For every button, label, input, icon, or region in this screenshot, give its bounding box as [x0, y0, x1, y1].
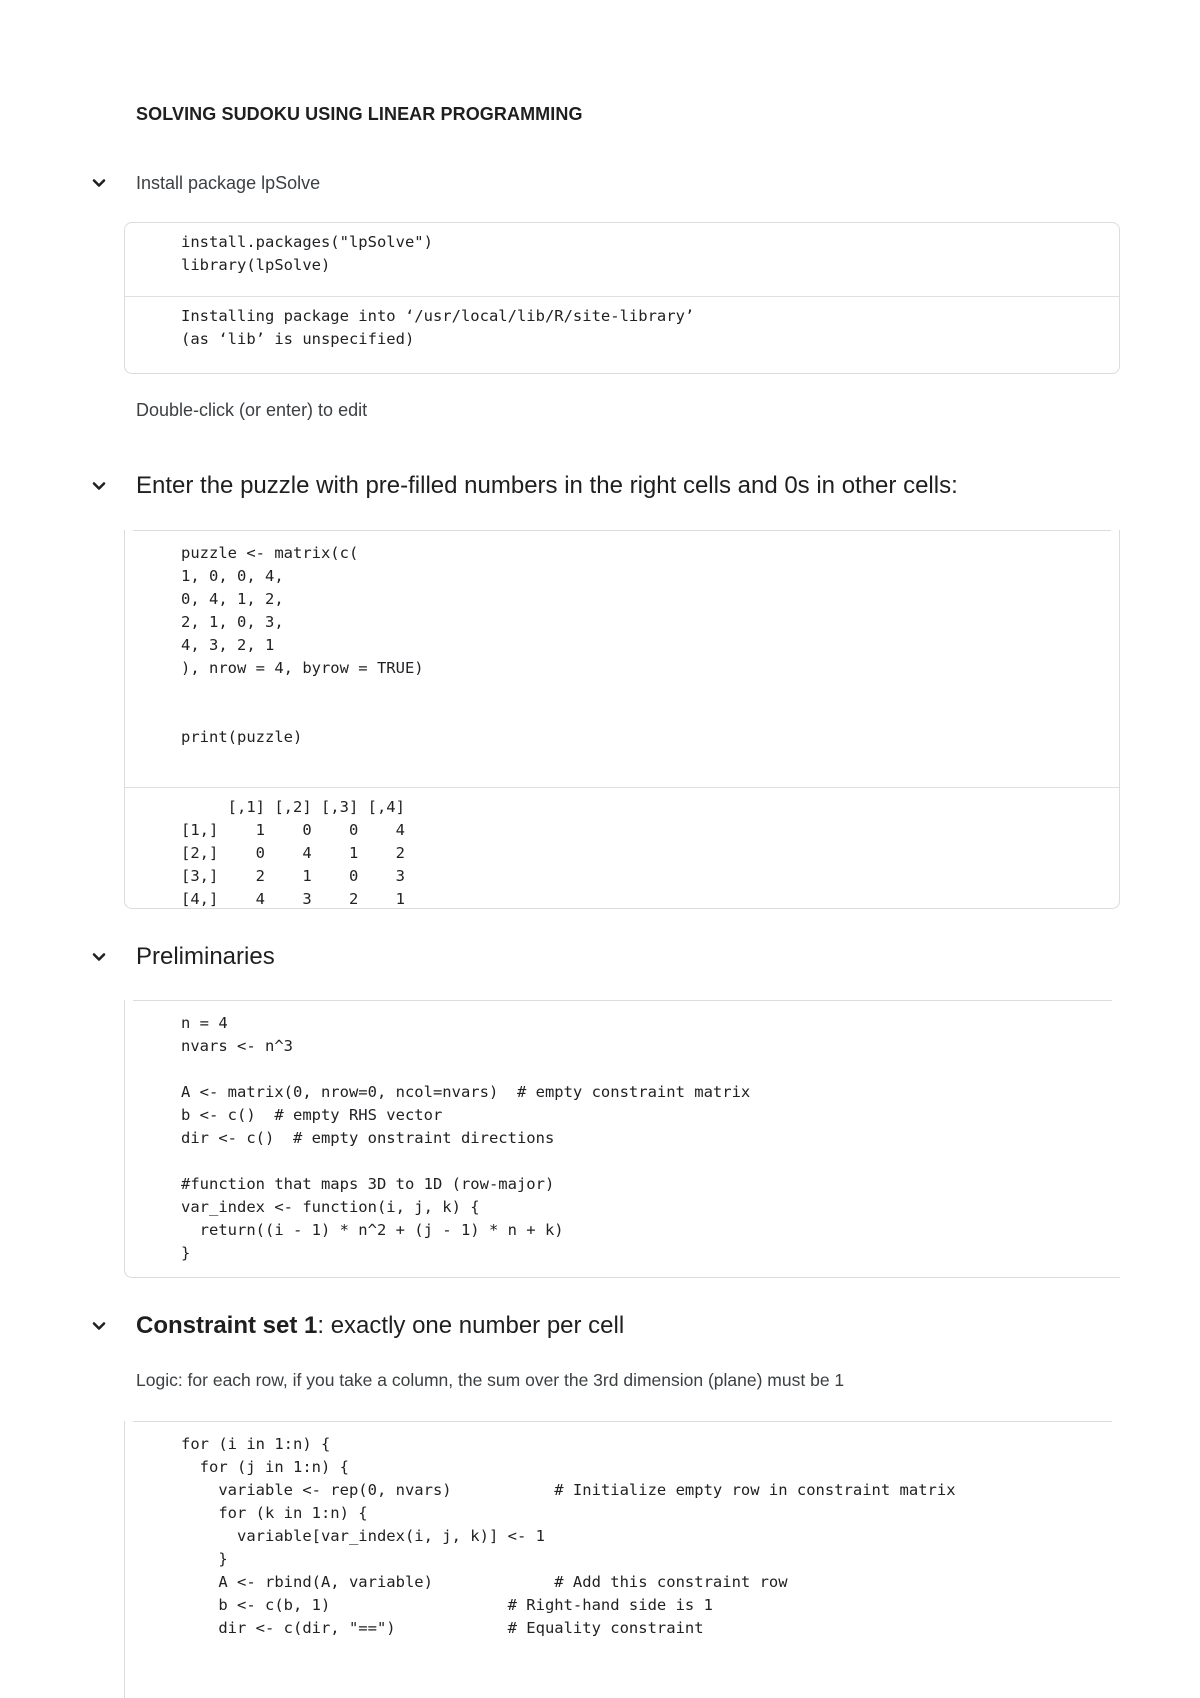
code-text: puzzle <- matrix(c( 1, 0, 0, 4, 0, 4, 1, 2, 2, 1, 0, 3, 4, 3, 2, 1 ), nrow = 4, byrow = TRUE) print(puzzle)	[181, 544, 424, 746]
chevron-down-icon[interactable]	[88, 475, 110, 497]
code-text: n = 4 nvars <- n^3 A <- matrix(0, nrow=0, ncol=nvars) # empty constraint matrix b <- c() # empty RHS vector dir <- c() # empty onstraint directions #function that maps 3D to 1D (row-major) var_index <- function(i, j, k) { return((i - 1) * n^2 + (j - 1) * n + k) }	[181, 1014, 751, 1262]
code-text: install.packages("lpSolve") library(lpSolve)	[181, 233, 433, 274]
section-heading: Install package lpSolve	[136, 172, 321, 193]
chevron-down-icon[interactable]	[88, 172, 110, 194]
output-text: [,1] [,2] [,3] [,4] [1,] 1 0 0 4 [2,] 0 4 1 2 [3,] 2 1 0 3 [4,] 4 3 2 1	[181, 798, 405, 908]
section-header-preliminaries	[88, 943, 275, 971]
text-cell-edit-hint[interactable]: Double-click (or enter) to edit	[136, 400, 368, 420]
section-header-constraint1	[88, 1312, 624, 1340]
cell-output	[125, 787, 1119, 919]
code-editor[interactable]	[125, 1421, 1120, 1648]
cell-divider	[133, 1000, 1112, 1001]
code-text: for (i in 1:n) { for (j in 1:n) { variable <- rep(0, nvars) # Initialize empty row in constraint matrix for (k in 1:n) { variable[var_index(i, j, k)] <- 1 } A <- rbind(A, variable) # Add this constraint row b <- c(b, 1) # Right-hand side is 1 dir <- c(dir, "==") # Equality constraint	[181, 1435, 956, 1637]
cell-divider	[133, 1421, 1112, 1422]
heading-bold: Constraint set 1	[136, 1312, 318, 1339]
code-cell-puzzle[interactable]	[124, 530, 1120, 909]
section-heading	[136, 1312, 624, 1340]
cell-output	[125, 296, 1119, 359]
code-editor[interactable]	[125, 530, 1119, 757]
section-heading: Preliminaries	[136, 943, 275, 970]
chevron-down-icon[interactable]	[88, 1315, 110, 1337]
section-header-install	[88, 172, 320, 194]
output-text: Installing package into ‘/usr/local/lib/R/site-library’ (as ‘lib’ is unspecified)	[181, 307, 695, 348]
section-header-puzzle	[88, 472, 958, 500]
code-cell-preliminaries[interactable]	[124, 1000, 1120, 1278]
code-cell-install[interactable]	[124, 222, 1120, 374]
code-cell-constraint1[interactable]	[124, 1421, 1120, 1698]
section-heading: Enter the puzzle with pre-filled numbers in the right cells and 0s in other cells:	[136, 472, 958, 499]
page-title: SOLVING SUDOKU USING LINEAR PROGRAMMING	[136, 104, 583, 124]
heading-rest: : exactly one number per cell	[317, 1312, 625, 1339]
code-editor[interactable]	[125, 1000, 1120, 1273]
cell-divider	[133, 530, 1111, 531]
code-editor[interactable]	[125, 223, 1119, 285]
chevron-down-icon[interactable]	[88, 946, 110, 968]
logic-text: Logic: for each row, if you take a column, the sum over the 3rd dimension (plane) must be 1	[136, 1370, 845, 1390]
